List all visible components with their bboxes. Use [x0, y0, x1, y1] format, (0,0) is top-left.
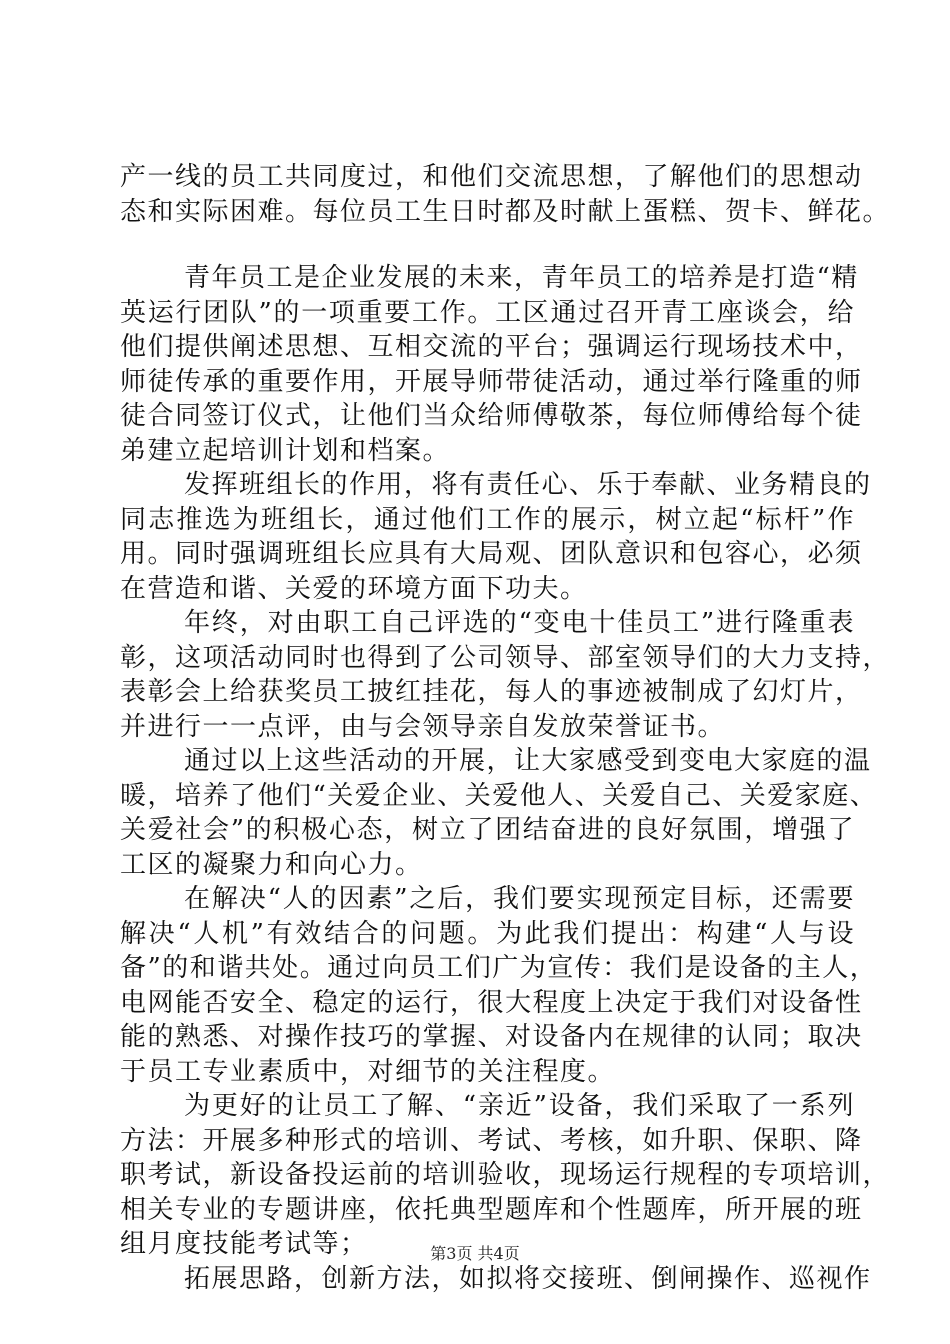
- paragraph-line: 徒合同签订仪式，让他们当众给师傅敬茶，每位师傅给每个徒: [120, 401, 863, 431]
- paragraph-line: 备”的和谐共处。通过向员工们广为宣传：我们是设备的主人，: [120, 953, 878, 983]
- paragraph-line: 并进行一一点评，由与会领导亲自发放荣誉证书。: [120, 711, 726, 742]
- paragraph-line: 师徒传承的重要作用，开展导师带徒活动，通过举行隆重的师: [120, 366, 863, 397]
- paragraph: [120, 1262, 872, 1297]
- paragraph-line: 表彰会上给获奖员工披红挂花，每人的事迹被制成了幻灯片，: [120, 677, 863, 707]
- paragraph: [120, 468, 872, 606]
- paragraph-line: 解决“人机”有效结合的问题。为此我们提出：构建“人与设: [120, 918, 855, 949]
- paragraph-line: 年终，对由职工自己评选的“变电十佳员工”进行隆重表: [184, 608, 855, 638]
- paragraph-gap: [120, 229, 855, 261]
- paragraph: [120, 606, 891, 744]
- paragraph-line: 他们提供阐述思想、互相交流的平台；强调运行现场技术中，: [120, 332, 863, 362]
- paragraph: [120, 744, 878, 882]
- paragraph-line: 在解决“人的因素”之后，我们要实现预定目标，还需要: [184, 884, 855, 914]
- paragraph-line: 工区的凝聚力和向心力。: [120, 849, 423, 880]
- paragraph-line: 态和实际困难。每位员工生日时都及时献上蛋糕、贺卡、鲜花。: [120, 196, 891, 227]
- paragraph-line: 暖，培养了他们“关爱企业、关爱他人、关爱自己、关爱家庭、: [120, 780, 878, 811]
- paragraph-line: 方法：开展多种形式的培训、考试、考核，如升职、保职、降: [120, 1125, 863, 1156]
- page-footer: [0, 1241, 950, 1264]
- paragraph-line: 于员工专业素质中，对细节的关注程度。: [120, 1056, 616, 1087]
- paragraph-line: 发挥班组长的作用，将有责任心、乐于奉献、业务精良的: [184, 470, 872, 500]
- paragraph: [120, 261, 863, 468]
- paragraph-line: 用。同时强调班组长应具有大局观、团队意识和包容心，必须: [120, 539, 863, 569]
- paragraph-line: 职考试，新设备投运前的培训验收，现场运行规程的专项培训，: [120, 1160, 891, 1190]
- paragraph-line: 英运行团队”的一项重要工作。工区通过召开青工座谈会，给: [120, 297, 855, 328]
- paragraph-line: 拓展思路，创新方法，如拟将交接班、倒闸操作、巡视作: [184, 1263, 872, 1294]
- paragraph-line: 通过以上这些活动的开展，让大家感受到变电大家庭的温: [184, 746, 872, 776]
- paragraph-line: 青年员工是企业发展的未来，青年员工的培养是打造“精: [184, 263, 859, 293]
- paragraph-line: 产一线的员工共同度过，和他们交流思想，了解他们的思想动: [120, 162, 863, 192]
- paragraph: [120, 160, 891, 229]
- paragraph: [120, 1089, 891, 1262]
- paragraph-line: 关爱社会”的积极心态，树立了团结奋进的良好氛围，增强了: [120, 815, 855, 845]
- paragraph: [120, 882, 878, 1089]
- paragraph-line: 相关专业的专题讲座，依托典型题库和个性题库，所开展的班: [120, 1194, 863, 1225]
- paragraph-line: 彰，这项活动同时也得到了公司领导、部室领导们的大力支持，: [120, 642, 891, 673]
- page-number-label: 第3页 共4页: [430, 1244, 520, 1263]
- paragraph-line: 同志推选为班组长，通过他们工作的展示，树立起“标杆”作: [120, 504, 855, 535]
- paragraph-line: 为更好的让员工了解、“亲近”设备，我们采取了一系列: [184, 1091, 855, 1121]
- paragraph-line: 组月度技能考试等；: [120, 1229, 368, 1259]
- paragraph-line: 电网能否安全、稳定的运行，很大程度上决定于我们对设备性: [120, 987, 863, 1018]
- paragraph-line: 能的熟悉、对操作技巧的掌握、对设备内在规律的认同；取决: [120, 1022, 863, 1052]
- document-body: [120, 160, 891, 1296]
- paragraph-line: 在营造和谐、关爱的环境方面下功夫。: [120, 573, 588, 604]
- paragraph-line: 弟建立起培训计划和档案。: [120, 435, 451, 466]
